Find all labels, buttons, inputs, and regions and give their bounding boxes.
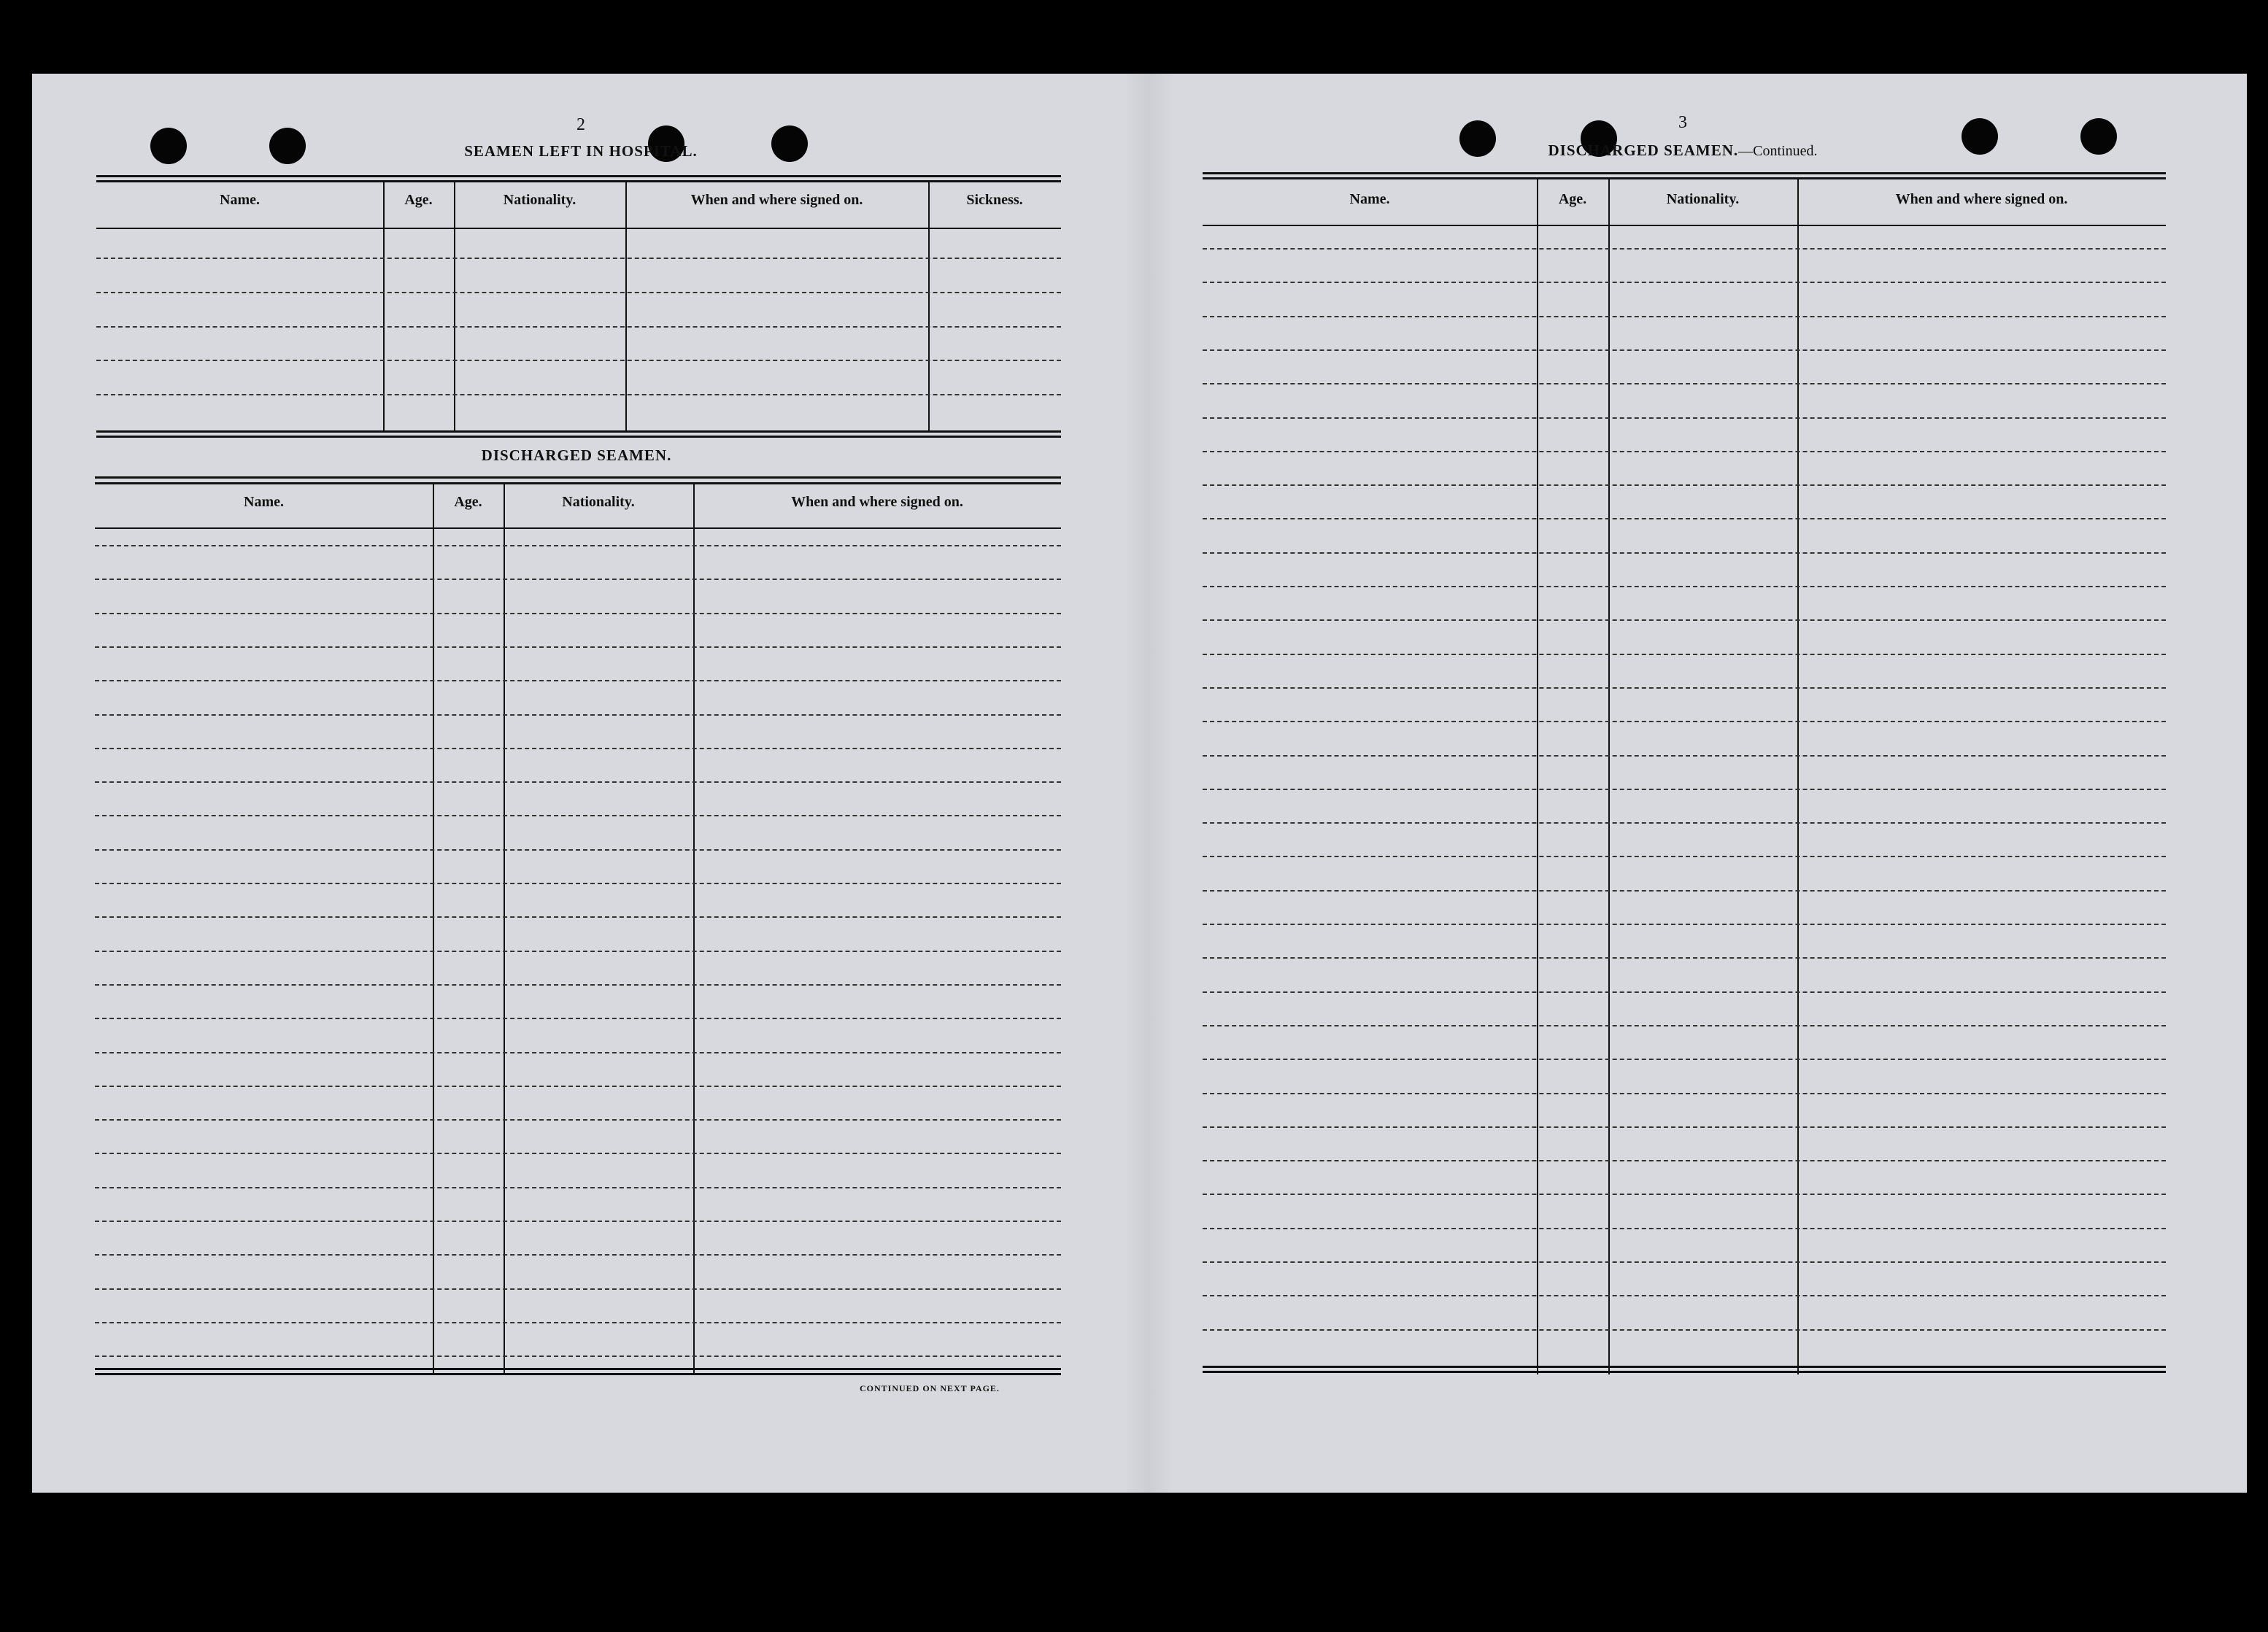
page-number: 2 <box>576 115 585 134</box>
ruled-line <box>1203 789 2166 790</box>
ruled-line <box>95 1288 1061 1290</box>
ruled-line <box>95 1018 1061 1019</box>
punch-hole <box>771 125 808 162</box>
ruled-line <box>1203 1126 2166 1128</box>
ruled-line <box>95 849 1061 851</box>
punch-hole <box>1962 118 1998 155</box>
ruled-line <box>1203 822 2166 824</box>
ruled-line <box>95 646 1061 648</box>
column-header-signed-on: When and where signed on. <box>690 192 863 208</box>
ruled-line <box>1203 518 2166 519</box>
ruled-line <box>1203 856 2166 857</box>
ruled-line <box>95 748 1061 749</box>
discharged-continued-table <box>1203 172 2166 1376</box>
ruled-line <box>1203 383 2166 384</box>
ruled-line <box>95 1356 1061 1357</box>
ruled-line <box>1203 248 2166 250</box>
ruled-line <box>95 579 1061 580</box>
ruled-line <box>1203 1295 2166 1296</box>
ruled-line <box>95 1119 1061 1121</box>
ruled-line <box>1203 1160 2166 1161</box>
ruled-line <box>1203 755 2166 757</box>
ruled-line <box>1203 484 2166 486</box>
column-header-nationality: Nationality. <box>503 192 576 208</box>
column-header-nationality: Nationality. <box>562 494 635 510</box>
continued-section-title: DISCHARGED SEAMEN.—Continued. <box>1548 142 1818 159</box>
ruled-line <box>1203 890 2166 892</box>
column-header-name: Name. <box>244 494 284 510</box>
ruled-line <box>95 781 1061 783</box>
column-header-age: Age. <box>404 192 433 208</box>
ruled-line <box>1203 1194 2166 1195</box>
continued-footnote: CONTINUED ON NEXT PAGE. <box>860 1383 1000 1393</box>
ruled-line <box>1203 451 2166 452</box>
ruled-line <box>95 815 1061 816</box>
punch-hole <box>150 128 187 164</box>
discharged-table <box>95 476 1061 1375</box>
ruled-line <box>1203 316 2166 317</box>
ruled-line <box>1203 1025 2166 1026</box>
ruled-line <box>95 680 1061 681</box>
ruled-line <box>95 1052 1061 1053</box>
ruled-line <box>1203 1261 2166 1263</box>
ruled-line <box>1203 1093 2166 1094</box>
column-header-signed-on: When and where signed on. <box>791 494 963 510</box>
page-gutter <box>1127 74 1170 1493</box>
ruled-line <box>95 1153 1061 1154</box>
ruled-line <box>1203 654 2166 655</box>
discharged-section-title: DISCHARGED SEAMEN. <box>481 446 672 464</box>
column-header-sickness: Sickness. <box>966 192 1023 208</box>
ruled-line <box>95 613 1061 614</box>
ruled-line <box>95 916 1061 918</box>
ruled-line <box>1203 924 2166 925</box>
ruled-line <box>95 1086 1061 1087</box>
ruled-line <box>95 951 1061 952</box>
ruled-line <box>1203 619 2166 621</box>
ruled-line <box>95 545 1061 546</box>
ruled-line <box>95 714 1061 716</box>
column-header-name: Name. <box>220 192 260 208</box>
ruled-line <box>1203 417 2166 419</box>
ruled-line <box>1203 349 2166 351</box>
ruled-line <box>1203 957 2166 959</box>
ruled-line <box>95 984 1061 986</box>
ruled-line <box>95 1187 1061 1188</box>
ruled-line <box>1203 1228 2166 1229</box>
ruled-line <box>1203 721 2166 722</box>
page-number: 3 <box>1678 113 1687 132</box>
column-header-name: Name. <box>1349 191 1390 207</box>
punch-hole <box>1459 120 1496 157</box>
ruled-line <box>95 1221 1061 1222</box>
ruled-line <box>1203 687 2166 689</box>
punch-hole <box>269 128 306 164</box>
ruled-line <box>1203 1329 2166 1331</box>
column-header-age: Age. <box>454 494 482 510</box>
column-header-age: Age. <box>1558 191 1587 207</box>
ruled-line <box>1203 282 2166 283</box>
ruled-line <box>95 1322 1061 1323</box>
continued-label: —Continued. <box>1738 143 1818 159</box>
ruled-line <box>95 1254 1061 1256</box>
hospital-section-title: SEAMEN LEFT IN HOSPITAL. <box>464 142 698 160</box>
punch-hole <box>2080 118 2117 155</box>
column-header-signed-on: When and where signed on. <box>1895 191 2068 207</box>
ruled-line <box>1203 552 2166 554</box>
hospital-table <box>96 175 1061 438</box>
ruled-line <box>1203 991 2166 993</box>
ruled-line <box>1203 1059 2166 1060</box>
ruled-line <box>95 883 1061 884</box>
column-header-nationality: Nationality. <box>1666 191 1740 207</box>
ruled-line <box>1203 586 2166 587</box>
